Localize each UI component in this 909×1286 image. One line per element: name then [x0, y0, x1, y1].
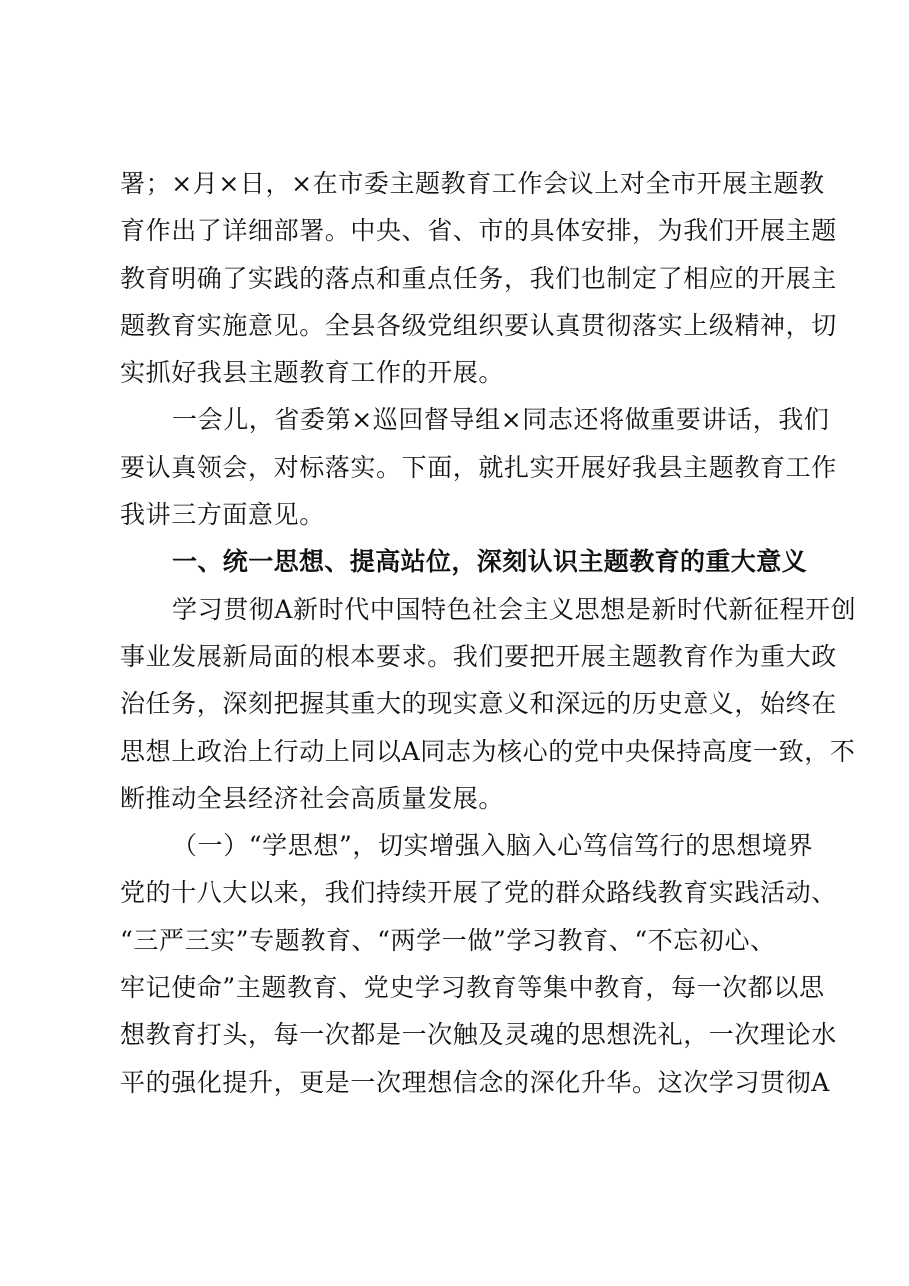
text-line: 题教育实施意见。全县各级党组织要认真贯彻落实上级精神，切 [120, 310, 837, 340]
section-heading: 一、统一思想、提高站位，深刻认识主题教育的重大意义 [172, 547, 808, 577]
text-line: 实抓好我县主题教育工作的开展。 [120, 358, 505, 388]
text-line: 想教育打头，每一次都是一次触及灵魂的思想洗礼，一次理论水 [120, 1020, 837, 1050]
text-line: 育作出了详细部署。中央、省、市的具体安排，为我们开展主题 [120, 216, 837, 246]
text-line: 牢记使命”主题教育、党史学习教育等集中教育，每一次都以思 [120, 973, 825, 1003]
text-line: 思想上政治上行动上同以A同志为核心的党中央保持高度一致，不 [120, 736, 856, 766]
text-line: 平的强化提升，更是一次理想信念的深化升华。这次学习贯彻A [120, 1067, 830, 1097]
text-line: “三严三实”专题教育、“两学一做”学习教育、“不忘初心、 [120, 925, 776, 955]
text-line: 我讲三方面意见。 [120, 500, 325, 530]
text-line: 要认真领会，对标落实。下面，就扎实开展好我县主题教育工作 [120, 452, 837, 482]
body-text [120, 160, 857, 1106]
text-line: 断推动全县经济社会高质量发展。 [120, 783, 505, 813]
text-line: 事业发展新局面的根本要求。我们要把开展主题教育作为重大政 [120, 641, 837, 671]
text-line: 学习贯彻A新时代中国特色社会主义思想是新时代新征程开创 [172, 594, 857, 624]
text-line: 治任务，深刻把握其重大的现实意义和深远的历史意义，始终在 [120, 689, 837, 719]
text-line: 党的十八大以来，我们持续开展了党的群众路线教育实践活动、 [120, 878, 837, 908]
text-line: 教育明确了实践的落点和重点任务，我们也制定了相应的开展主 [120, 263, 837, 293]
subsection-heading: （一）“学思想”，切实增强入脑入心笃信笃行的思想境界 [172, 831, 814, 861]
text-line: 署；×月×日，×在市委主题教育工作会议上对全市开展主题教 [120, 169, 825, 198]
text-line: 一会儿，省委第×巡回督导组×同志还将做重要讲话，我们 [172, 405, 830, 435]
